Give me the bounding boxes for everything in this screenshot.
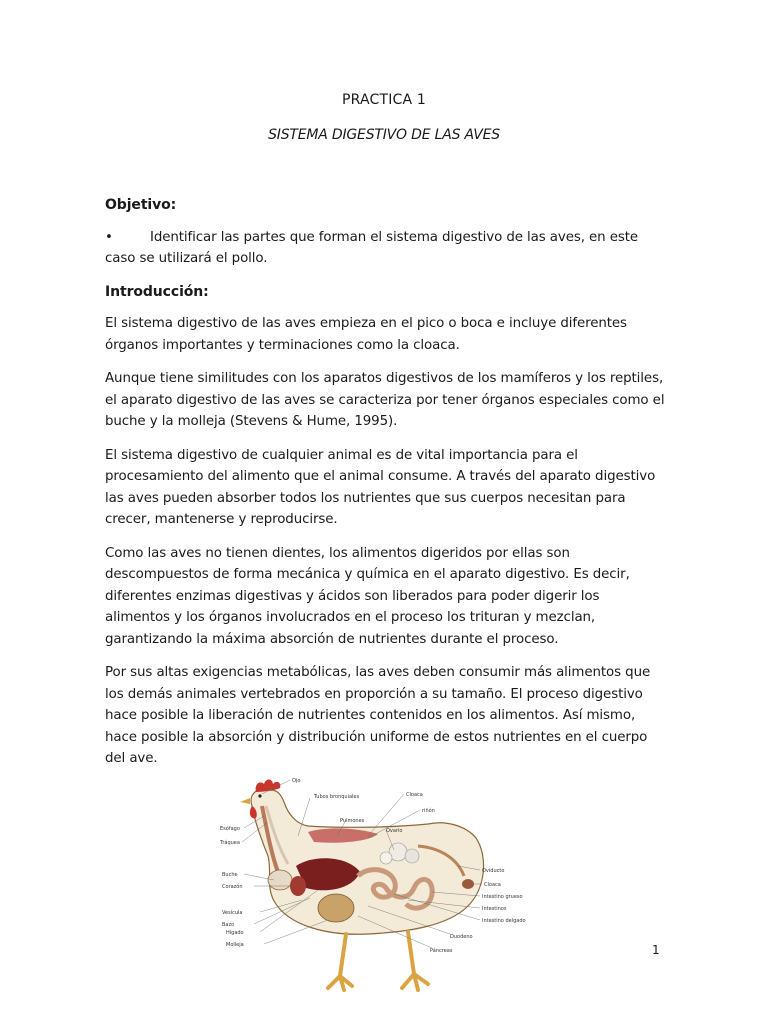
label-buche: Buche	[222, 872, 238, 878]
document-title: PRACTICA 1	[341, 92, 427, 108]
document-body	[105, 195, 665, 782]
chicken-digestive-diagram	[218, 776, 526, 996]
label-esofago: Esófago	[220, 826, 240, 832]
label-higado: Hígado	[226, 930, 244, 936]
label-intestino-delgado: Intestino delgado	[482, 918, 526, 924]
label-pulmones: Pulmones	[340, 818, 365, 824]
ovary-follicle	[405, 849, 419, 863]
intro-heading: Introducción:	[105, 283, 209, 300]
paragraph: Por sus altas exigencias metabólicas, las aves deben consumir más alimentos que los demás animales vertebrados en proporción a su tamaño. El proceso digestivo hace posible la liberación de nutrientes contenidos en los alimentos. Así mismo, hace posible la absorción y distribución uniforme de estos nutrientes en el cuerpo del ave.	[105, 665, 651, 766]
label-ovario: Ovario	[386, 828, 403, 834]
gizzard	[318, 894, 354, 922]
label-rinon: riñón	[422, 808, 435, 814]
paragraph: Como las aves no tienen dientes, los alimentos digeridos por ellas son descompuestos de forma mecánica y química en el aparato digestivo. Es decir, diferentes enzimas digestivas y ácidos son liberados para poder digerir los alimentos y los órganos involucrados en el proceso los trituran y mezclan, garantizando la máxima absorción de nutrientes durante el proceso.	[105, 545, 630, 647]
label-intestino-grueso: Intestino grueso	[482, 894, 523, 900]
heart	[290, 876, 306, 896]
label-oviducto: Oviducto	[482, 868, 505, 874]
label-corazon: Corazón	[222, 884, 243, 890]
label-molleja: Molleja	[226, 942, 244, 948]
paragraph: El sistema digestivo de las aves empieza en el pico o boca e incluye diferentes órganos importantes y terminaciones como la cloaca.	[105, 316, 627, 353]
label-cloaca: Cloaca	[484, 882, 501, 888]
paragraph: El sistema digestivo de cualquier animal es de vital importancia para el procesamiento del alimento que el animal consume. A través del aparato digestivo las aves pueden absorber todos los nutrientes que sus cuerpos necesitan para crecer, mantenerse y reproducirse.	[105, 447, 656, 527]
document-subtitle: SISTEMA DIGESTIVO DE LAS AVES	[268, 127, 500, 143]
eye	[258, 794, 261, 797]
beak	[240, 798, 250, 804]
ovary-follicle	[380, 852, 392, 864]
label-traquea: Tráquea	[220, 840, 240, 846]
objective-line-2: caso se utilizará el pollo.	[105, 251, 268, 266]
objective-bullet	[105, 227, 665, 270]
chicken-illustration	[218, 776, 526, 996]
objective-bullet-text	[105, 227, 638, 270]
comb	[256, 780, 281, 793]
left-leg	[328, 934, 352, 990]
objective-heading: Objetivo:	[105, 197, 177, 213]
label-ojo: Ojo	[292, 778, 301, 784]
label-pancreas: Páncreas	[430, 948, 453, 954]
label-tubos: Tubos bronquiales	[314, 794, 360, 800]
paragraph: Aunque tiene similitudes con los aparatos digestivos de los mamíferos y los reptiles, el aparato digestivo de las aves se caracteriza por tener órganos especiales como el buche y la molleja (Stevens & Hume, 1995).	[105, 371, 665, 429]
objective-line-1: Identificar las partes que forman el sistema digestivo de las aves, en este	[150, 229, 639, 245]
label-bazo: Bazo	[222, 922, 235, 928]
label-duodeno: Duodeno	[450, 934, 473, 940]
bullet-dot: •	[105, 229, 113, 245]
label-vesicula: Vesícula	[222, 910, 243, 916]
page-number: 1	[652, 943, 660, 957]
crop	[268, 870, 292, 890]
label-ciegos: Intestinos	[482, 906, 507, 912]
label-cloaca-top: Cloaca	[406, 792, 423, 798]
